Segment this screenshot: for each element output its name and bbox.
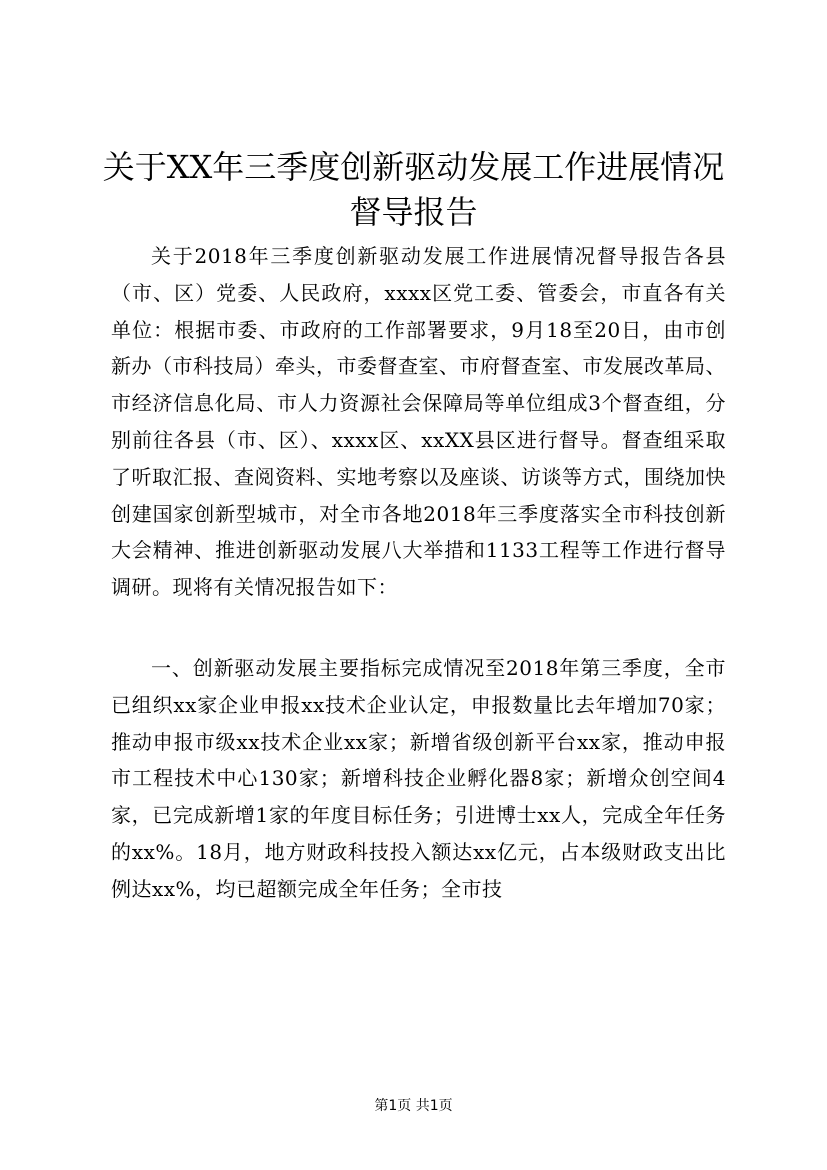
document-title-line-2: 督导报告 (349, 193, 478, 231)
body-paragraph-section-1: 一、创新驱动发展主要指标完成情况至2018年第三季度，全市已组织xx家企业申报xx技术企业认定，申报数量比去年增加70家；推动申报市级xx技术企业xx家；新增省级创新平台xx家，推动申报市工程技术中心130家；新增科技企业孵化器8家；新增众创空间4家，已完成新增1家的年度目标任务；引进博士xx人，完成全年任务的xx%。18月，地方财政科技投入额达xx亿元，占本级财政支出比例达xx%，均已超额完成全年任务；全市技 (111, 656, 726, 901)
body-paragraph-intro: 关于2018年三季度创新驱动发展工作进展情况督导报告各县（市、区）党委、人民政府，xxxx区党工委、管委会，市直各有关单位：根据市委、市政府的工作部署要求，9月18至20日，由市创新办（市科技局）牵头，市委督查室、市府督查室、市发展改革局、市经济信息化局、市人力资源社会保障局等单位组成3个督查组，分别前往各县（市、区）、xxxx区、xxXX县区进行督导。督查组采取了听取汇报、查阅资料、实地考察以及座谈、访谈等方式，围绕加快创建国家创新型城市，对全市各地2018年三季度落实全市科技创新大会精神、推进创新驱动发展八大举措和1133工程等工作进行督导调研。现将有关情况报告如下： (111, 244, 726, 600)
document-title-line-1: 关于XX年三季度创新驱动发展工作进展情况 (102, 148, 725, 186)
page-footer: 第1页 共1页 (374, 1098, 453, 1114)
